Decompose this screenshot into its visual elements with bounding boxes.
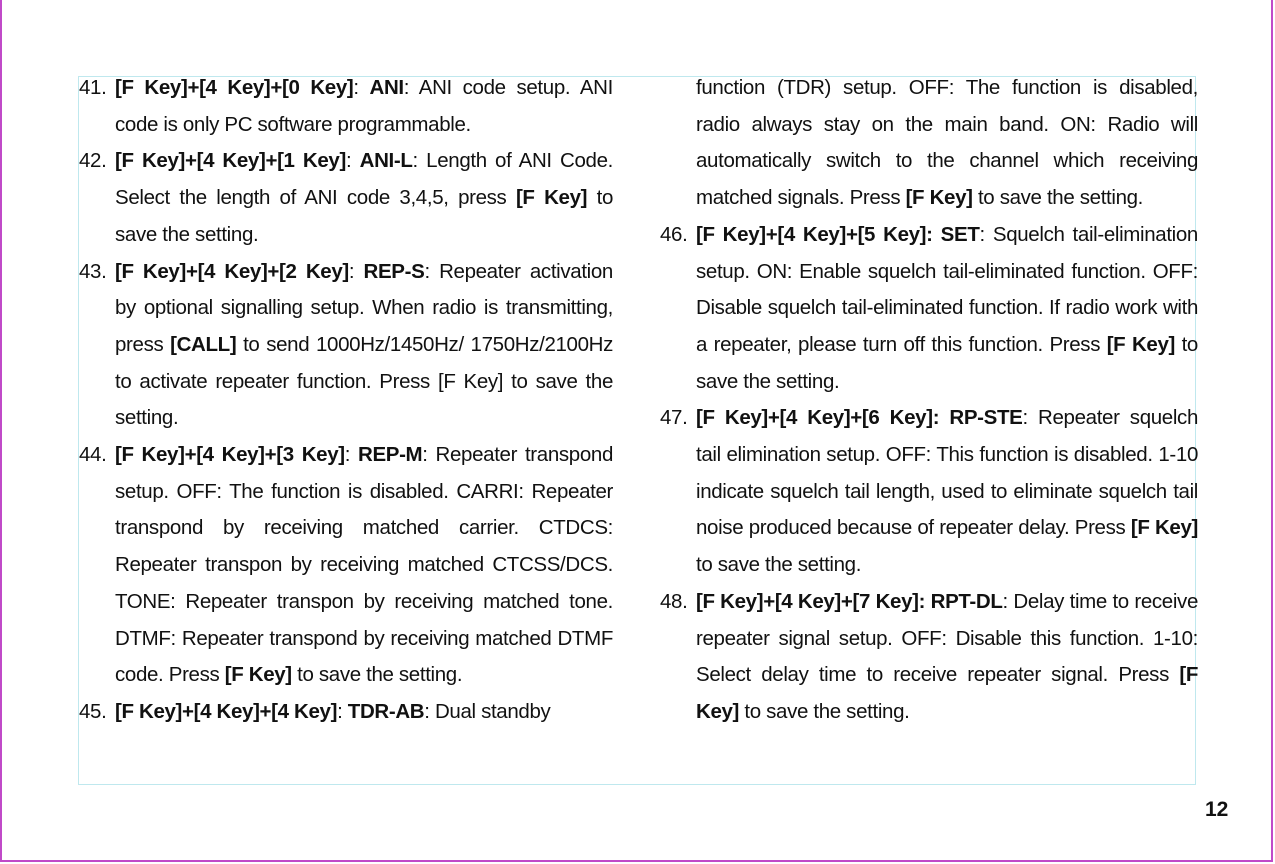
item-number: 42.	[79, 149, 107, 173]
item-number: 48.	[660, 589, 688, 613]
description-text: to save the setting.	[696, 553, 862, 577]
key-combo: [F Key]+[4 Key]+[1 Key]	[115, 149, 346, 173]
item-number: 43.	[79, 259, 107, 283]
list-item	[660, 584, 1198, 731]
list-item	[79, 143, 613, 253]
description-text: to save the setting.	[115, 186, 614, 246]
description-text: to save the setting.	[696, 332, 1198, 393]
list-item	[79, 694, 613, 731]
page-number: 12	[1205, 798, 1229, 821]
key-combo: [F Key]+[4 Key]+[0 Key]	[115, 76, 354, 99]
item-number: 41.	[79, 76, 107, 99]
item-text	[696, 217, 1198, 401]
key-combo: [F Key]	[515, 186, 588, 210]
description-text: : Length of ANI Code. Select the length of ANI code 3,4,5, press	[115, 149, 613, 210]
key-combo: [F Key]+[4 Key]+[3 Key]	[115, 443, 345, 467]
description-text: : Delay time to receive repeater signal setup. OFF: Disable this function. 1-10: Select delay time to receive repeater signal. Press	[696, 589, 1198, 687]
key-combo: [CALL]	[170, 332, 237, 356]
description-text: :	[337, 699, 348, 723]
key-combo: REP-S	[363, 259, 425, 283]
key-combo: ANI	[369, 76, 404, 99]
key-combo: [F Key]	[1106, 332, 1175, 356]
key-combo: [F Key]+[4 Key]+[2 Key]	[115, 259, 349, 283]
description-text: :	[353, 76, 370, 99]
description-text: : Repeater activation by optional signalling setup. When radio is transmitting, press	[115, 259, 613, 356]
key-combo: [F Key]+[4 Key]+[6 Key]: RP-STE	[696, 406, 1023, 430]
list-item	[79, 437, 613, 694]
description-text: : Repeater squelch tail elimination setup. OFF: This function is disabled. 1-10 indicate squelch tail length, used to eliminate squelch tail noise produced because of repeater delay. Press	[696, 406, 1199, 540]
key-combo: [F Key]+[4 Key]+[5 Key]: SET	[696, 222, 980, 246]
key-combo: TDR-AB	[347, 699, 425, 723]
description-text: : Dual standby	[424, 699, 551, 723]
continued-paragraph: function (TDR) setup. OFF: The function is disabled, radio always stay on the main band. ON: Radio will automatically switch to the channel which receiving matched signals. Press [F Key] to save the setting.	[696, 76, 1198, 210]
description-text: : ANI code setup. ANI code is only PC software programmable.	[115, 76, 613, 136]
right-item-list	[660, 217, 1198, 731]
description-text: to save the setting.	[739, 699, 910, 723]
item-number: 44.	[79, 443, 107, 467]
item-text	[115, 694, 613, 731]
list-item	[79, 254, 613, 438]
item-text	[115, 254, 613, 438]
key-combo: [F Key]	[905, 186, 973, 210]
description-text: :	[345, 149, 360, 173]
item-text	[115, 70, 613, 143]
key-combo: ANI-L	[359, 149, 413, 173]
key-combo: [F Key]	[1130, 516, 1198, 540]
key-combo: [F Key]	[224, 663, 292, 687]
item-number: 46.	[660, 222, 688, 246]
description-text: :	[344, 443, 358, 467]
key-combo: REP-M	[357, 443, 423, 467]
description-text: to save the setting.	[291, 663, 463, 687]
item-number: 45.	[79, 699, 107, 723]
left-column	[79, 70, 613, 731]
item-text	[696, 584, 1198, 731]
key-combo: [F Key]	[696, 663, 1198, 723]
item-text	[115, 437, 613, 694]
list-item	[79, 70, 613, 143]
item-text	[696, 400, 1198, 584]
item-number: 47.	[660, 406, 688, 430]
description-text: : Squelch tail-elimination setup. ON: Enable squelch tail-eliminated function. OFF: Disable squelch tail-eliminated function. If radio work with a repeater, please turn off this function. Press	[696, 222, 1198, 356]
key-combo: [F Key]+[4 Key]+[7 Key]: RPT-DL	[696, 589, 1003, 613]
list-item	[660, 400, 1198, 584]
description-text: to send 1000Hz/1450Hz/ 1750Hz/2100Hz to activate repeater function. Press [F Key] to save the setting.	[115, 332, 613, 430]
description-text: :	[348, 259, 364, 283]
list-item	[660, 217, 1198, 401]
description-text: : Repeater transpond setup. OFF: The function is disabled. CARRI: Repeater transpond by receiving matched carrier. CTDCS: Repeater transpon by receiving matched CTCSS/DCS. TONE: Repeater transpon by receiving matched tone. DTMF: Repeater transpond by receiving matched DTMF code. Press	[115, 443, 613, 687]
key-combo: [F Key]+[4 Key]+[4 Key]	[115, 699, 338, 723]
item-text	[115, 143, 613, 253]
right-column	[660, 70, 1198, 731]
